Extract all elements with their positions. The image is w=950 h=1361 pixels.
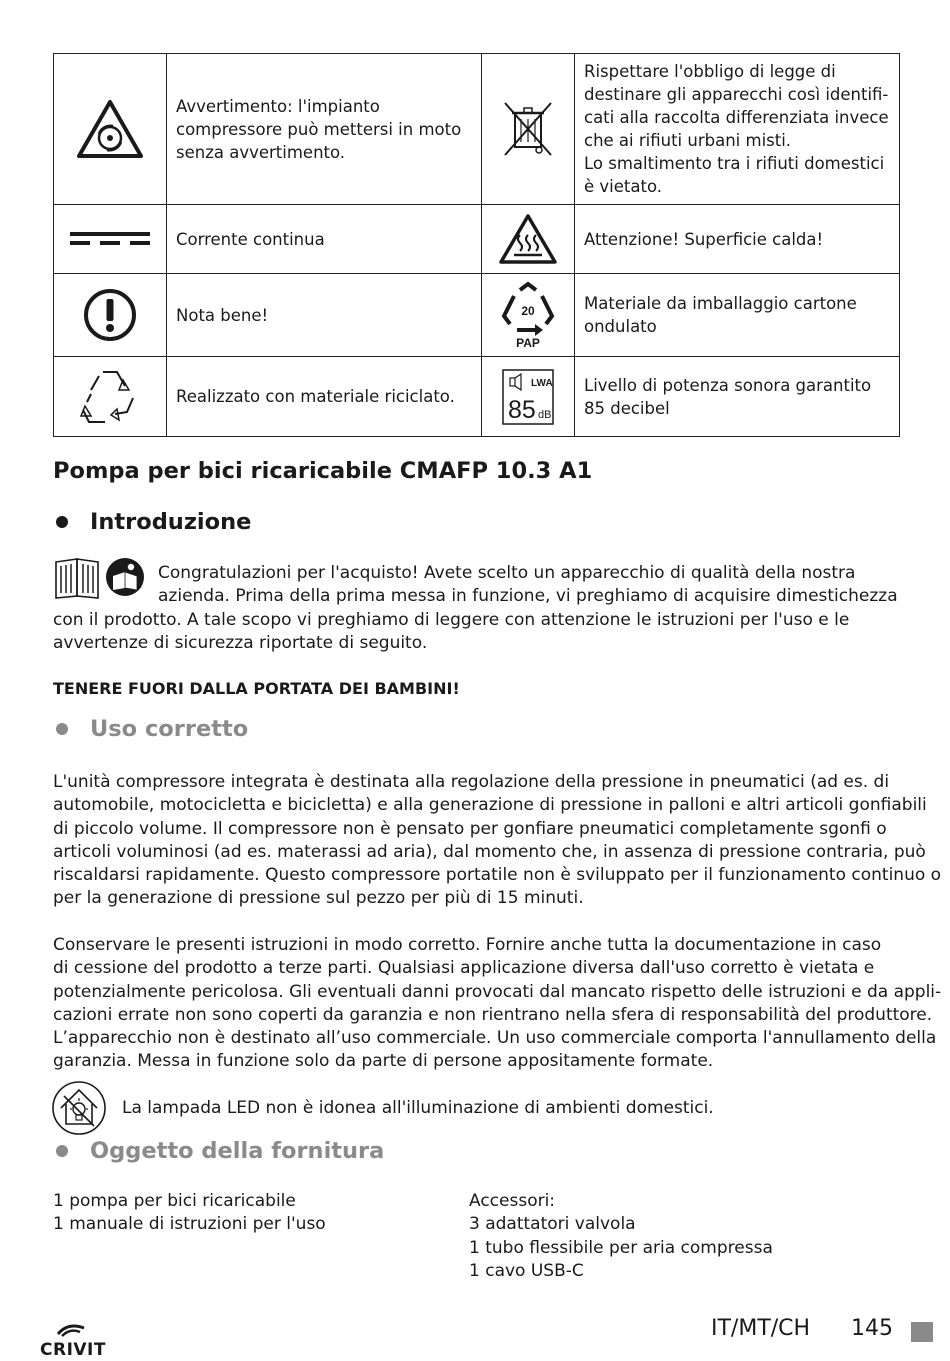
symbol-description: Realizzato con materiale riciclato. <box>167 357 482 437</box>
section-heading-uso-corretto: Uso corretto <box>53 716 248 742</box>
exclamation-icon <box>54 274 167 357</box>
hot-surface-icon <box>482 205 575 274</box>
list-item: 1 pompa per bici ricaricabile <box>53 1191 296 1211</box>
crivit-logo-icon <box>56 1322 86 1342</box>
section-heading-fornitura: Oggetto della fornitura <box>53 1138 384 1164</box>
fornitura-right-list <box>469 1190 773 1283</box>
crossed-out-wheelie-bin-icon <box>482 54 575 205</box>
recycling-pap-20-icon <box>482 274 575 357</box>
pap-label: PAP <box>516 336 540 350</box>
fornitura-left-list <box>53 1190 326 1237</box>
children-warning: TENERE FUORI DALLA PORTATA DEI BAMBINI! <box>53 679 460 698</box>
lwa-label: LWA <box>531 377 553 389</box>
pap-code: 20 <box>521 304 535 318</box>
sound-power-level-icon <box>482 357 575 437</box>
list-item: 3 adattatori valvola <box>469 1214 636 1235</box>
document-title: Pompa per bici ricaricabile CMAFP 10.3 A1 <box>53 458 593 484</box>
symbol-description: Corrente continua <box>167 205 482 274</box>
symbols-row <box>54 357 900 437</box>
intro-paragraph: Congratulazioni per l'acquisto! Avete scelto un apparecchio di qualità della nostra azienda. Prima della prima messa in funzione, vi preghiamo di acquisire dimestichezza con il prodotto. A tale scopo vi preghiamo di leggere con attenzione le istruzioni per l'uso e le avvertenze di sicurezza riportate di seguito. <box>53 563 898 653</box>
bullet-icon <box>56 516 68 528</box>
list-item: 1 tubo flessibile per aria compressa <box>469 1237 773 1258</box>
list-item: 1 manuale di istruzioni per l'uso <box>53 1214 326 1235</box>
section-heading-introduzione: Introduzione <box>53 509 251 535</box>
list-item: 1 cavo USB-C <box>469 1260 584 1281</box>
recycle-icon <box>54 357 167 437</box>
symbols-row <box>54 205 900 274</box>
uso-corretto-paragraph-2: Conservare le presenti istruzioni in modo corretto. Fornire anche tutta la documentazione in caso di cessione del prodotto a terze parti. Qualsiasi applicazione diversa dall'uso corretto è vietata e potenzialmente pericolosa. Gli eventuali danni provocati dal mancato rispetto delle istruzioni e da appli- cazioni errate non sono coperti da garanzia e non rientrano nella sfera di responsabilità del produttore. L’apparecchio non è destinato all’uso commerciale. Un uso commerciale comporta l'annullamento della garanzia. Messa in funzione solo da parte di persone appositamente formate. <box>53 935 942 1072</box>
direct-current-icon <box>54 205 167 274</box>
page-marker <box>911 1322 933 1342</box>
bullet-icon <box>56 723 68 735</box>
symbol-description: Rispettare l'obbligo di legge di destinare gli apparecchi così identifi- cati alla raccolta differenziata invece che ai rifiuti urbani misti. Lo smaltimento tra i rifiuti domestici è vietato. <box>575 54 900 205</box>
symbol-description: Livello di potenza sonora garantito 85 decibel <box>575 357 900 437</box>
uso-corretto-paragraph-1: L'unità compressore integrata è destinata alla regolazione della pressione in pneumatici (ad es. di automobile, motocicletta e bicicletta) e alla generazione di pressione in palloni e altri articoli gonfiabili di piccolo volume. Il compressore non è pensato per gonfiare pneumatici completamente sgonfi o articoli voluminosi (ad es. materassi ad aria), dal momento che, in assenza di pressione contraria, può riscaldarsi rapidamente. Questo compressore portatile non è sviluppato per il funzionamento continuo o per la generazione di pressione sul pezzo per più di 15 minuti. <box>53 772 942 909</box>
bullet-icon <box>56 1145 68 1157</box>
symbols-row <box>54 274 900 357</box>
symbol-description: Materiale da imballaggio cartone ondulato <box>575 274 900 357</box>
symbol-description: Attenzione! Superficie calda! <box>575 205 900 274</box>
symbols-row <box>54 54 900 205</box>
led-note: La lampada LED non è idonea all'illuminazione di ambienti domestici. <box>122 1098 714 1118</box>
symbol-description: Avvertimento: l'impianto compressore può mettersi in moto senza avvertimento. <box>167 54 482 205</box>
led-house-icon <box>51 1080 107 1140</box>
compressor-autostart-warning-icon <box>54 54 167 205</box>
sound-level-value: 85 <box>508 395 536 424</box>
symbol-description: Nota bene! <box>167 274 482 357</box>
list-item: Accessori: <box>469 1191 556 1211</box>
sound-level-unit: dB <box>538 408 552 421</box>
page-number: 145 <box>851 1316 893 1341</box>
symbols-table <box>53 53 900 437</box>
footer-language: IT/MT/CH <box>711 1316 811 1341</box>
brand-logo: CRIVIT <box>40 1340 106 1360</box>
